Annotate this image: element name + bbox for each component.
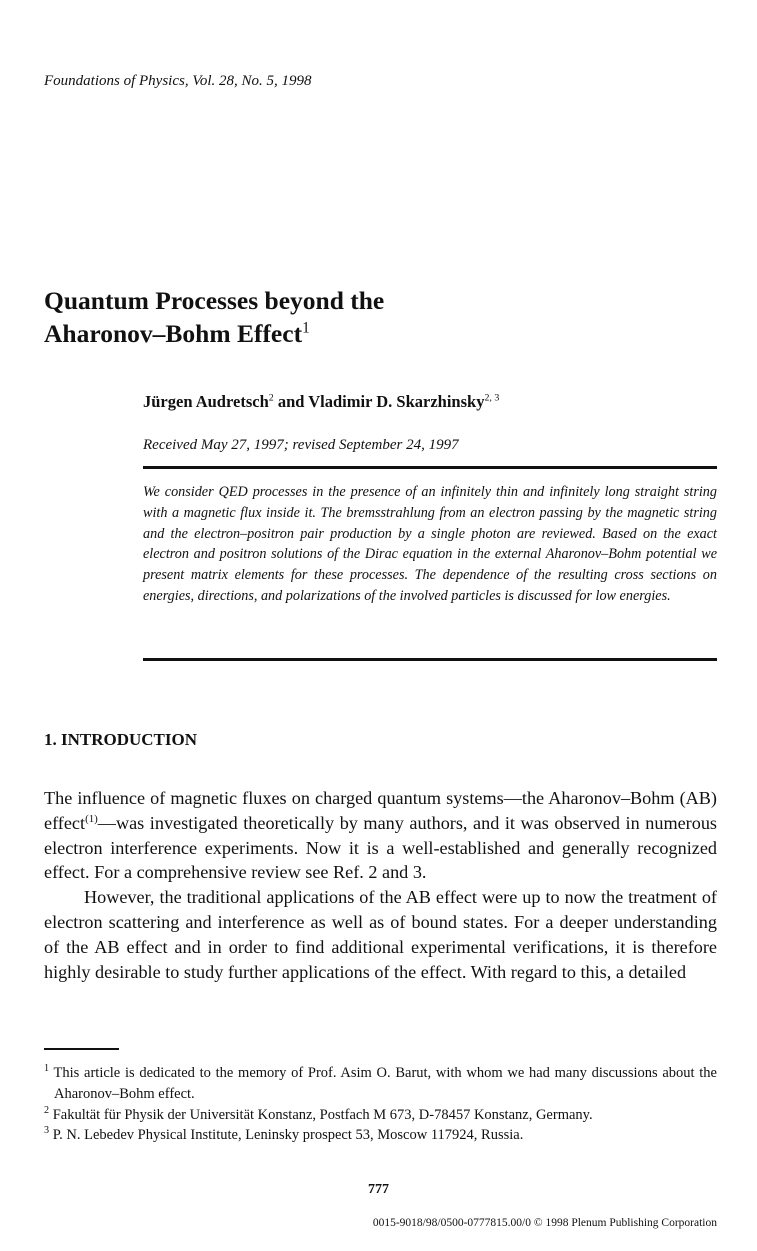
section-heading: 1. INTRODUCTION xyxy=(44,730,198,749)
abstract-bottom-rule xyxy=(143,658,717,661)
intro-p1-part-a: The influence of magnetic fluxes on charged quantum systems—the Aharonov–Bohm (AB) effect xyxy=(44,788,717,833)
author-2-mark: 2, 3 xyxy=(484,392,500,404)
footnote-3-text: P. N. Lebedev Physical Institute, Leninsky prospect 53, Moscow 117924, Russia. xyxy=(52,1127,524,1144)
author-1-mark: 2 xyxy=(268,392,274,404)
footnote-1 xyxy=(44,1063,717,1105)
intro-paragraph-1 xyxy=(44,786,717,885)
abstract: We consider QED processes in the presence of an infinitely thin and infinitely long straight string with a magnetic flux inside it. The bremsstrahlung from an electron passing by the magnetic string and the electron–positron pair production by a single photon are reviewed. Based on the exact electron and positron solutions of the Dirac equation in the external Aharonov–Bohm potential we present matrix elements for these processes. The dependence of the resulting cross sections on energies, directions, and polarizations of the involved particles is discussed for low energies. xyxy=(143,484,717,604)
journal-citation: Foundations of Physics, Vol. 28, No. 5, 1998 xyxy=(44,73,312,89)
author-conjunction: and xyxy=(277,392,305,411)
footnote-2-mark: 2 xyxy=(44,1104,50,1116)
intro-paragraph-2: However, the traditional applications of the AB effect were up to now the treatment of electron scattering and interference as well as of bound states. For a deeper understanding of the AB effect and in order to find additional experimental verifications, it is therefore highly desirable to study further applications of the effect. With regard to this, a detailed xyxy=(44,887,717,982)
received-dates: Received May 27, 1997; revised September 24, 1997 xyxy=(143,437,459,453)
author-list xyxy=(143,392,499,412)
abstract-top-rule xyxy=(143,466,717,469)
footnote-1-text: This article is dedicated to the memory of Prof. Asim O. Barut, with whom we had many discussions about the Aharonov–Bohm effect. xyxy=(53,1065,717,1102)
footnote-3 xyxy=(44,1125,717,1146)
footnote-1-mark: 1 xyxy=(44,1063,50,1075)
introduction-body xyxy=(44,786,717,984)
page-number: 777 xyxy=(368,1182,389,1197)
author-2: Vladimir D. Skarzhinsky xyxy=(308,392,485,411)
footnote-3-mark: 3 xyxy=(44,1125,50,1137)
title-footnote-mark: 1 xyxy=(302,319,310,337)
footnote-2-text: Fakultät für Physik der Universität Konstanz, Postfach M 673, D-78457 Konstanz, Germany. xyxy=(52,1106,593,1123)
paper-title xyxy=(44,284,384,350)
copyright-line: 0015-9018/98/0500-0777815.00/0 © 1998 Plenum Publishing Corporation xyxy=(372,1217,717,1229)
footnote-2 xyxy=(44,1105,717,1126)
title-line-2 xyxy=(44,317,384,350)
intro-p1-part-b: —was investigated theoretically by many authors, and it was observed in numerous electron interference experiments. Now it is a well-established and generally recognized effect. For a comprehensive review see Ref. 2 and 3. xyxy=(44,812,717,883)
footnote-rule xyxy=(44,1048,119,1050)
footnotes xyxy=(44,1063,717,1146)
author-1: Jürgen Audretsch xyxy=(143,392,269,411)
title-line-2-text: Aharonov–Bohm Effect xyxy=(44,319,303,348)
citation-ref-1: (1) xyxy=(85,812,98,825)
title-line-1: Quantum Processes beyond the xyxy=(44,286,385,315)
